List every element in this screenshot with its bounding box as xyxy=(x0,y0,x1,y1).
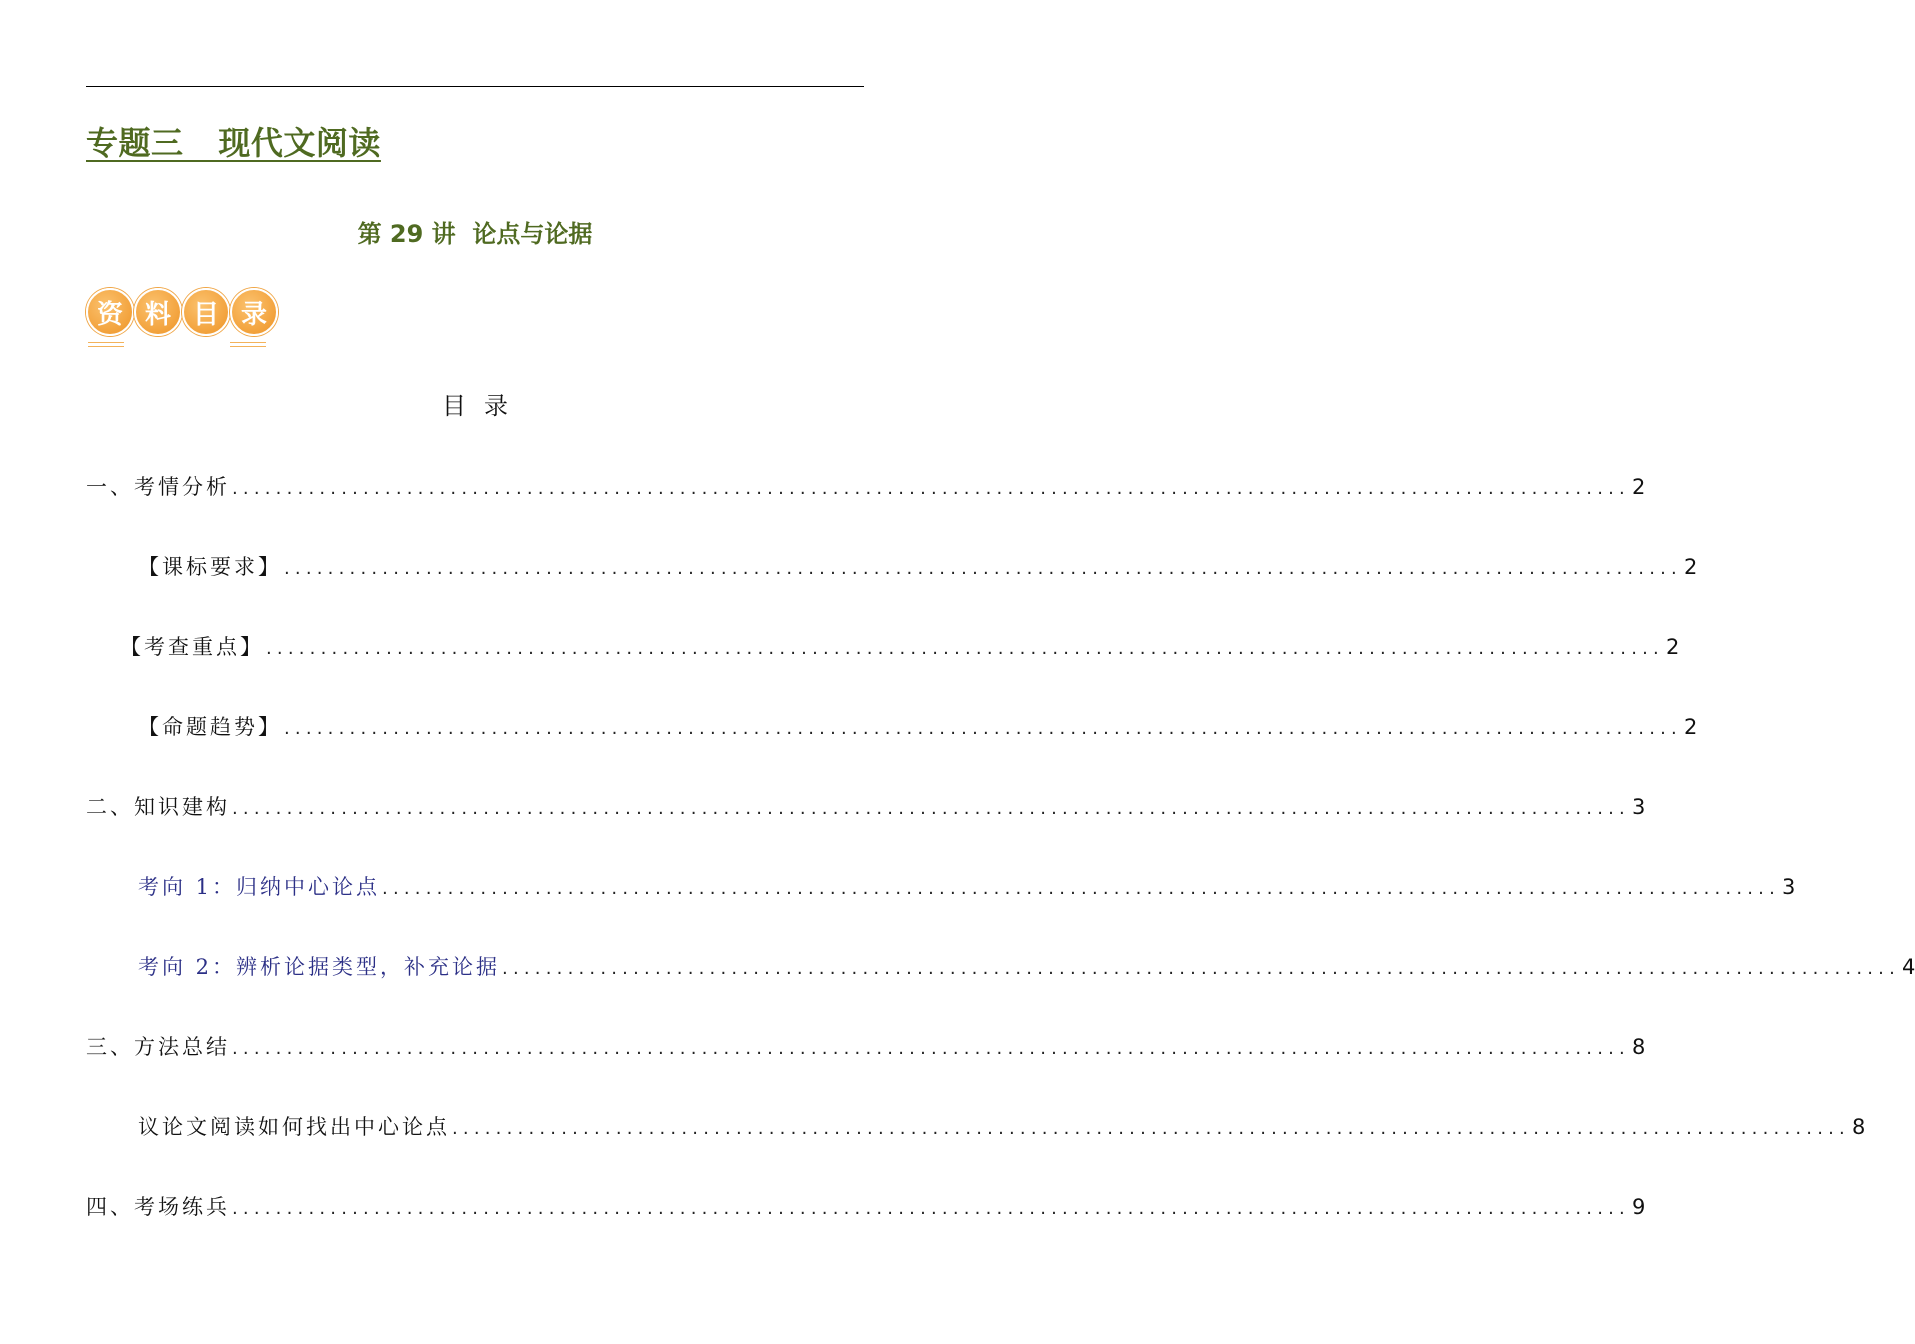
header-rule xyxy=(86,86,864,87)
toc-heading: 目录 xyxy=(442,392,526,420)
toc-page-number: 3 xyxy=(1631,795,1646,819)
toc-entry-kaoqing[interactable] xyxy=(86,472,1646,502)
toc-leader-dots: ................................................................................................................................ xyxy=(232,1198,1630,1219)
toc-leader-dots: ................................................................................................................................ xyxy=(232,478,1630,499)
toc-entry-label: 四、考场练兵 xyxy=(86,1195,230,1219)
toc-leader-dots: ................................................................................................................................ xyxy=(232,798,1630,819)
toc-leader-dots: ................................................................................................................................ xyxy=(382,878,1781,899)
toc-page-number: 8 xyxy=(1631,1035,1646,1059)
toc-leader-dots: ................................................................................................................................ xyxy=(284,718,1682,739)
toc-entry-label: 【考查重点】 xyxy=(120,635,264,659)
toc-entry-fangfa[interactable] xyxy=(86,1032,1646,1062)
toc-leader-dots: ................................................................................................................................ xyxy=(452,1118,1850,1139)
toc-entry-kaoxiang-1[interactable] xyxy=(138,872,1796,902)
toc-entry-mingti[interactable] xyxy=(138,712,1698,742)
lecture-title: 第 29 讲 论点与论据 xyxy=(357,220,593,248)
toc-page-number: 3 xyxy=(1782,875,1796,899)
toc-page-number: 2 xyxy=(1631,475,1646,499)
toc-leader-dots: ................................................................................................................................ xyxy=(266,638,1664,659)
badge-decoration-left xyxy=(88,342,124,350)
toc-entry-kaocha[interactable] xyxy=(120,632,1680,662)
toc-entry-label: 【命题趋势】 xyxy=(138,715,282,739)
toc-leader-dots: ................................................................................................................................ xyxy=(502,958,1901,979)
toc-entry-label: 三、方法总结 xyxy=(86,1035,230,1059)
materials-contents-badge xyxy=(86,288,276,354)
toc-page-number: 9 xyxy=(1631,1195,1646,1219)
toc-page-number: 4 xyxy=(1902,955,1915,979)
toc-entry-label: 【课标要求】 xyxy=(138,555,282,579)
toc-entry-label: 议论文阅读如何找出中心论点 xyxy=(138,1115,450,1139)
toc-entry-label: 一、考情分析 xyxy=(86,475,230,499)
toc-page-number: 2 xyxy=(1683,555,1698,579)
toc-entry-label: 二、知识建构 xyxy=(86,795,230,819)
badge-decoration-right xyxy=(230,342,266,350)
toc-page-number: 2 xyxy=(1665,635,1680,659)
toc-entry-kaochang[interactable] xyxy=(86,1192,1646,1222)
topic-title: 专题三 现代文阅读 xyxy=(86,124,381,162)
badge-char-liao: 料 xyxy=(134,288,182,336)
toc-leader-dots: ................................................................................................................................ xyxy=(232,1038,1630,1059)
toc-entry-kebiao[interactable] xyxy=(138,552,1698,582)
toc-leader-dots: ................................................................................................................................ xyxy=(284,558,1682,579)
badge-char-lu: 录 xyxy=(230,288,278,336)
toc-page-number: 8 xyxy=(1851,1115,1866,1139)
toc-entry-yilunwen[interactable] xyxy=(138,1112,1866,1142)
toc-entry-kaoxiang-2[interactable] xyxy=(138,952,1915,982)
toc-page-number: 2 xyxy=(1683,715,1698,739)
toc-entry-zhishi[interactable] xyxy=(86,792,1646,822)
toc-entry-label: 考向 1：归纳中心论点 xyxy=(138,875,381,899)
badge-char-zi: 资 xyxy=(86,288,134,336)
badge-char-mu: 目 xyxy=(182,288,230,336)
toc-entry-label: 考向 2：辨析论据类型，补充论据 xyxy=(138,955,501,979)
